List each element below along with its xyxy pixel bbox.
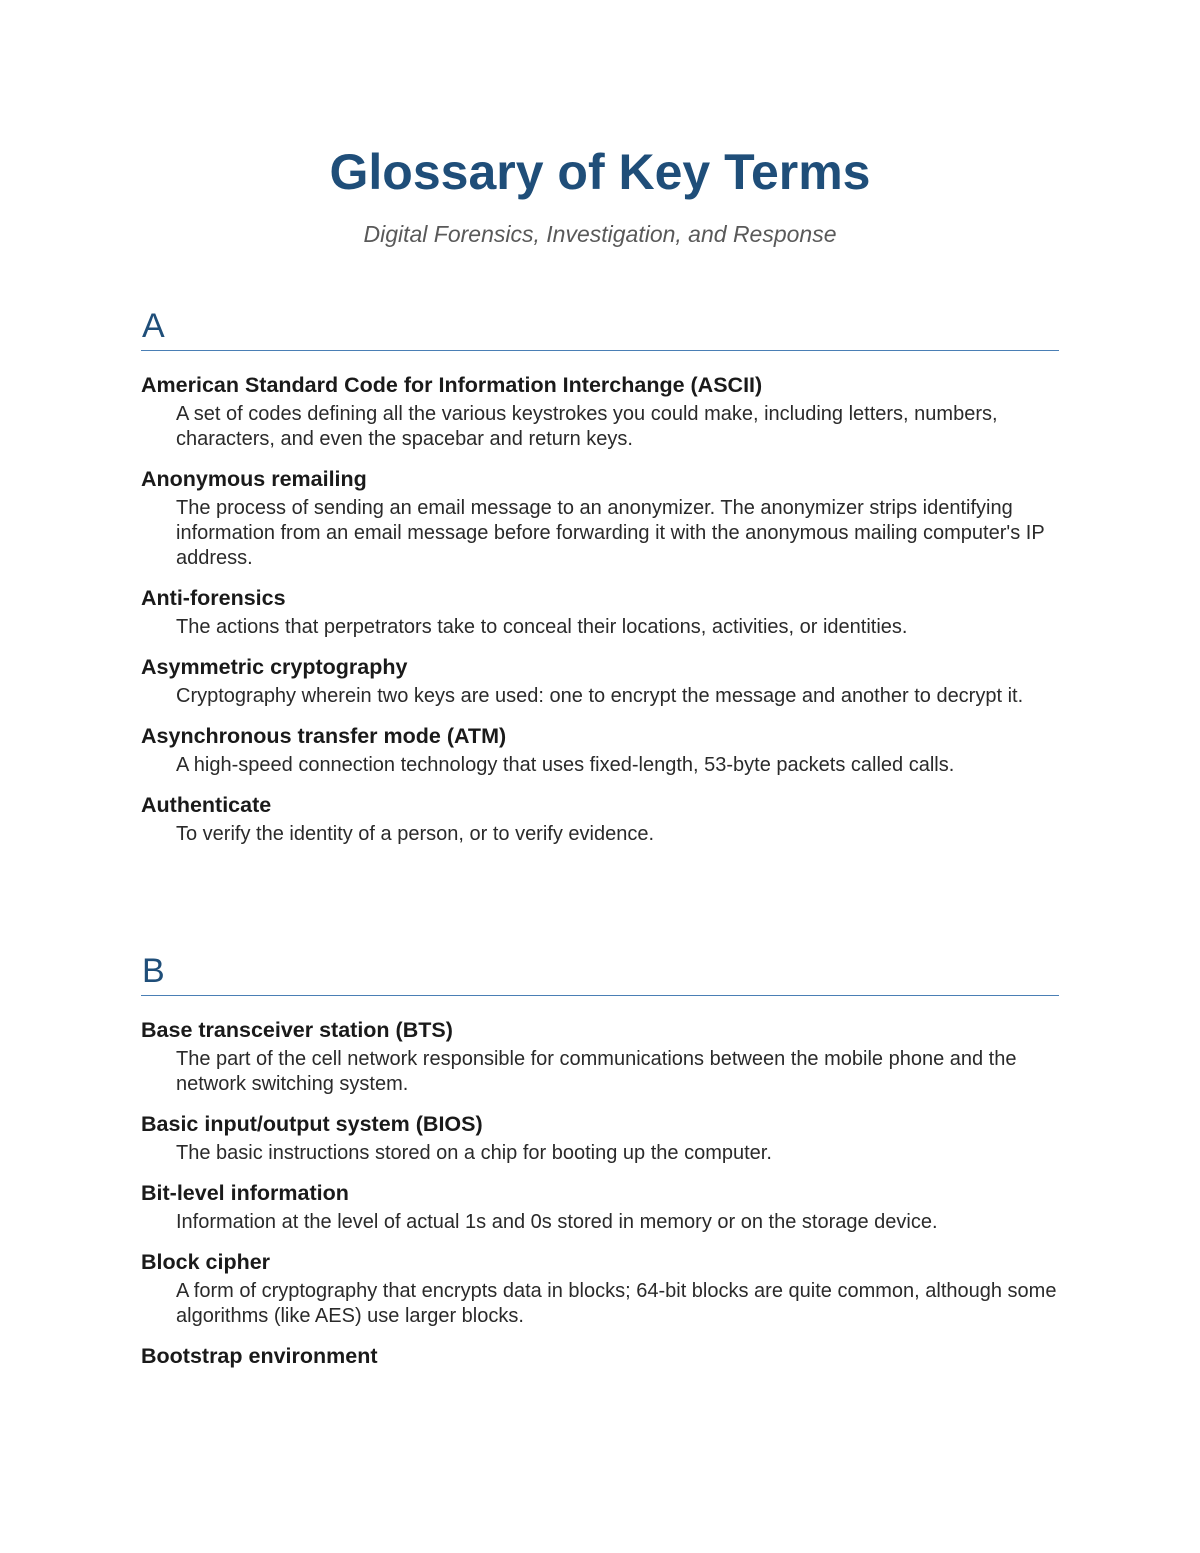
glossary-entry	[141, 584, 1059, 640]
entry-term: American Standard Code for Information Interchange (ASCII)	[141, 373, 763, 397]
section-letter: A	[142, 307, 165, 345]
glossary-section-a	[141, 306, 1059, 860]
glossary-entry	[141, 1248, 1059, 1329]
glossary-entry	[141, 465, 1059, 571]
entry-definition: A high-speed connection technology that uses fixed-length, 53-byte packets called calls.	[176, 754, 955, 776]
glossary-entry	[141, 1110, 1059, 1166]
glossary-entry	[141, 1016, 1059, 1097]
entry-term: Basic input/output system (BIOS)	[141, 1112, 483, 1136]
entry-definition: Cryptography wherein two keys are used: one to encrypt the message and another to decrypt it.	[176, 685, 1024, 707]
glossary-entry	[141, 653, 1059, 709]
entry-definition: The part of the cell network responsible for communications between the mobile phone and the network switching system.	[176, 1048, 1017, 1095]
glossary-section-b	[141, 951, 1059, 1383]
glossary-entry	[141, 1179, 1059, 1235]
entry-term: Bootstrap environment	[141, 1344, 378, 1368]
glossary-entry	[141, 791, 1059, 847]
entry-term: Authenticate	[141, 793, 272, 817]
section-divider	[141, 995, 1059, 996]
page-subtitle: Digital Forensics, Investigation, and Response	[363, 221, 837, 247]
glossary-entry	[141, 1342, 1059, 1370]
entry-term: Asynchronous transfer mode (ATM)	[141, 724, 507, 748]
page-title: Glossary of Key Terms	[329, 144, 871, 200]
entry-term: Anonymous remailing	[141, 467, 367, 491]
entry-definition: The actions that perpetrators take to conceal their locations, activities, or identities.	[176, 616, 908, 638]
entry-definition: Information at the level of actual 1s and 0s stored in memory or on the storage device.	[176, 1211, 938, 1233]
entry-term: Block cipher	[141, 1250, 271, 1274]
glossary-entry	[141, 722, 1059, 778]
entry-definition: A set of codes defining all the various keystrokes you could make, including letters, numbers, characters, and even the spacebar and return keys.	[176, 403, 998, 450]
entry-definition: A form of cryptography that encrypts data in blocks; 64-bit blocks are quite common, although some algorithms (like AES) use larger blocks.	[176, 1280, 1057, 1327]
glossary-entry	[141, 371, 1059, 452]
entry-term: Asymmetric cryptography	[141, 655, 408, 679]
entry-definition: The process of sending an email message to an anonymizer. The anonymizer strips identifying information from an email message before forwarding it with the anonymous mailing computer's IP address.	[176, 497, 1045, 569]
entry-term: Bit-level information	[141, 1181, 349, 1205]
entry-term: Anti-forensics	[141, 586, 286, 610]
entry-definition: The basic instructions stored on a chip for booting up the computer.	[176, 1142, 772, 1164]
section-letter: B	[142, 952, 165, 990]
entry-definition: To verify the identity of a person, or to verify evidence.	[176, 823, 655, 845]
section-divider	[141, 350, 1059, 351]
entry-term: Base transceiver station (BTS)	[141, 1018, 453, 1042]
